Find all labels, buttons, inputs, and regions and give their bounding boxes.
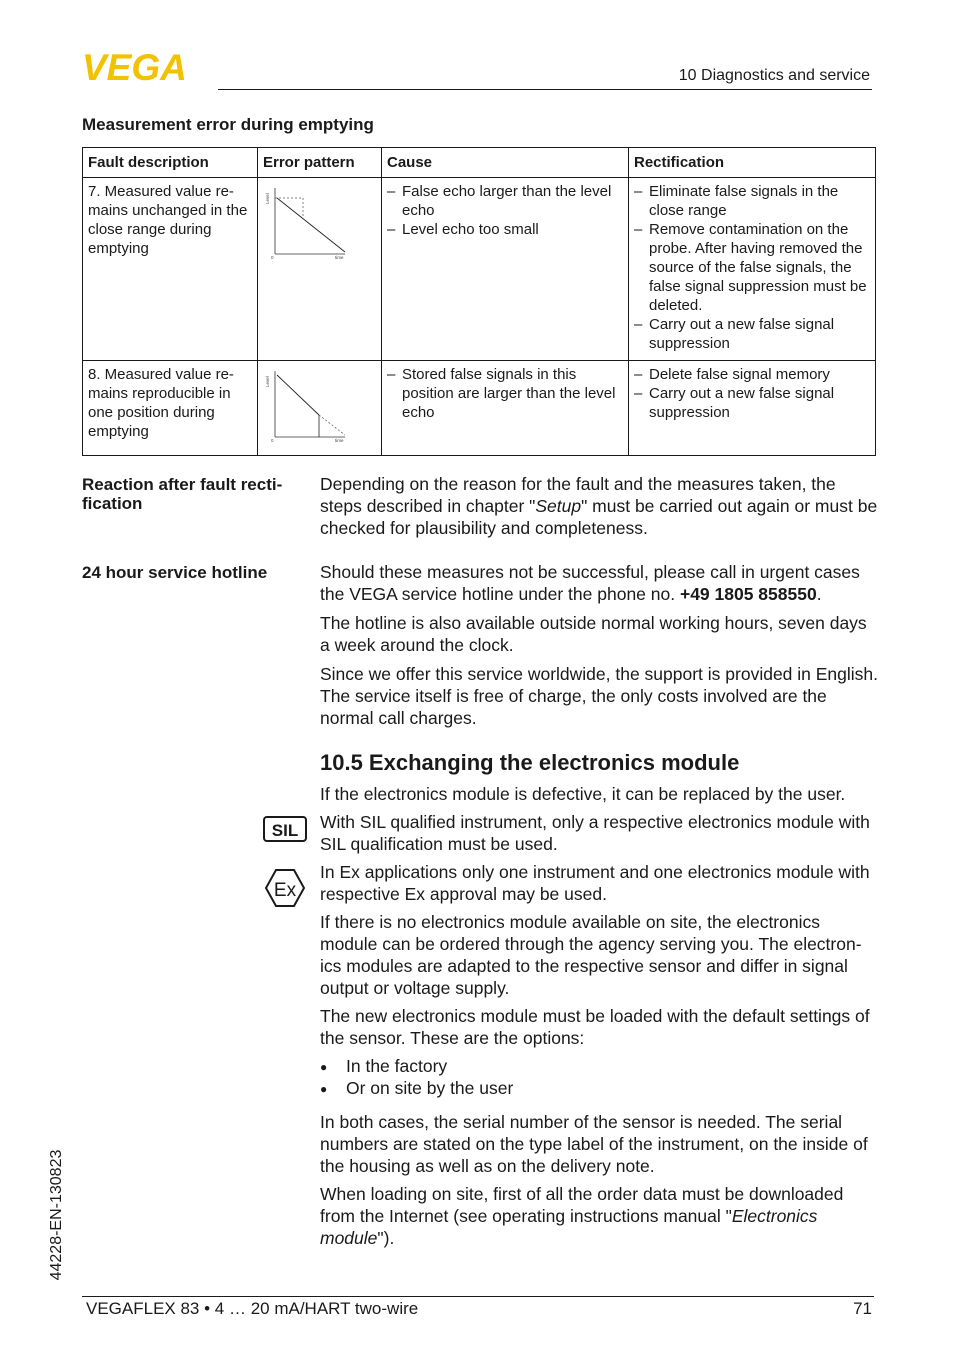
list-item: – Eliminate false signals in the close range — [634, 182, 870, 220]
download-paragraph — [320, 1183, 880, 1249]
rectification-cell — [629, 178, 876, 361]
chart-x-label: time — [335, 438, 344, 443]
hotline-text — [320, 561, 880, 729]
list-item: – Delete false signal memory — [634, 365, 870, 384]
chart-origin-label: 0 — [271, 438, 274, 443]
header-section-title: 10 Diagnostics and service — [678, 67, 870, 84]
setup-chapter-ref: Setup — [535, 496, 582, 516]
hotline-text-part: . — [816, 584, 822, 604]
list-item: – Carry out a new false signal suppression — [634, 384, 870, 422]
list-item: ● In the factory — [320, 1055, 880, 1077]
reaction-text-part: Depending on the reason for the fault and the measures taken, the steps described in chapter " — [320, 474, 836, 516]
sil-icon — [263, 815, 307, 843]
error-pattern-chart — [263, 365, 353, 445]
chart-origin-label: 0 — [271, 255, 274, 260]
ex-icon-text: Ex — [273, 880, 297, 901]
rectification-list — [634, 365, 870, 422]
hotline-paragraph: The hotline is also available outside normal working hours, seven days a week around the clock. — [320, 613, 867, 655]
table-row — [83, 361, 876, 456]
ordering-paragraph: If there is no electronics module available on site, the electronics module can be ordered through the agency serving you. The electron-ics modules are adapted to the respective sensor and differ in signal output or voltage supply. — [320, 912, 862, 998]
vega-logo-text: VEGA — [82, 52, 187, 82]
header-rule — [218, 89, 872, 90]
sil-icon-text: SIL — [271, 821, 299, 840]
fault-description: 8. Measured value re-mains reproducible in one position during emptying — [83, 361, 258, 456]
reaction-text-part: " must be carried out again or must be checked for plausibility and completeness. — [320, 496, 878, 538]
section-heading: Measurement error during emptying — [82, 115, 374, 134]
list-item: – Stored false signals in this position are larger than the level echo — [387, 365, 623, 422]
chart-level-continuation — [319, 415, 345, 435]
chart-x-label: time — [335, 255, 344, 260]
download-text-part: "). — [377, 1228, 395, 1248]
sil-paragraph: With SIL qualified instrument, only a respective electronics module with SIL qualification must be used. — [320, 812, 870, 854]
cause-cell — [382, 178, 629, 361]
hotline-text-part: Should these measures not be successful, please call in urgent cases the VEGA service hotline under the phone no. — [320, 562, 860, 604]
reaction-text — [320, 473, 880, 539]
cause-list — [387, 182, 623, 239]
page-number: 71 — [853, 1299, 872, 1318]
fault-table — [82, 147, 876, 456]
footer-product: VEGAFLEX 83 • 4 … 20 mA/HART two-wire — [86, 1299, 419, 1318]
list-item: – Level echo too small — [387, 220, 623, 239]
rectification-list — [634, 182, 870, 353]
list-item: – Carry out a new false signal suppression — [634, 315, 870, 353]
vega-logo — [82, 52, 212, 82]
error-pattern-cell — [258, 361, 382, 456]
chart-y-label: Level — [265, 376, 270, 387]
options-list — [320, 1055, 880, 1099]
hotline-paragraph: Since we offer this service worldwide, the support is provided in English. The service itself is free of charge, the only costs involved are the normal call charges. — [320, 664, 879, 728]
document-code-text: 44228-EN-130823 — [48, 1149, 65, 1281]
cause-list — [387, 365, 623, 422]
hotline-label: 24 hour service hotline — [82, 563, 268, 582]
download-text-part: When loading on site, first of all the order data must be downloaded from the Internet (see operating instructions manual " — [320, 1184, 844, 1226]
list-item: ● Or on site by the user — [320, 1077, 880, 1099]
column-header: Rectification — [629, 148, 876, 178]
ex-paragraph — [320, 861, 880, 1249]
error-pattern-chart — [263, 182, 353, 262]
rectification-cell — [629, 361, 876, 456]
section-intro: If the electronics module is defective, it can be replaced by the user. — [320, 784, 846, 804]
options-intro: The new electronics module must be loaded with the default settings of the sensor. These are the options: — [320, 1006, 870, 1048]
column-header: Cause — [382, 148, 629, 178]
table-row — [83, 178, 876, 361]
hotline-phone: +49 1805 858550 — [679, 584, 817, 604]
manual-ref: Electronics module — [320, 1206, 818, 1248]
fault-description: 7. Measured value re-mains unchanged in the close range during emptying — [83, 178, 258, 361]
ex-approval-paragraph: In Ex applications only one instrument and one electronics module with respective Ex approval may be used. — [320, 862, 870, 904]
cause-cell — [382, 361, 629, 456]
reaction-label: Reaction after fault recti- fication — [82, 475, 283, 513]
document-code — [40, 1140, 74, 1290]
section-title: 10.5 Exchanging the electronics module — [320, 750, 740, 775]
serial-paragraph: In both cases, the serial number of the sensor is needed. The serial numbers are stated on the type label of the instrument, on the inside of the housing as well as on the delivery note. — [320, 1112, 868, 1176]
list-item: – False echo larger than the level echo — [387, 182, 623, 220]
column-header: Error pattern — [258, 148, 382, 178]
error-pattern-cell — [258, 178, 382, 361]
chart-level-line — [277, 375, 319, 415]
chart-level-line — [277, 198, 345, 252]
ex-icon — [264, 868, 306, 908]
chart-y-label: Level — [265, 193, 270, 204]
table-header-row — [83, 148, 876, 178]
column-header: Fault description — [83, 148, 258, 178]
list-item: – Remove contamination on the probe. After having removed the source of the false signals, the false signal suppression must be deleted. — [634, 220, 870, 315]
footer-rule — [82, 1296, 874, 1297]
